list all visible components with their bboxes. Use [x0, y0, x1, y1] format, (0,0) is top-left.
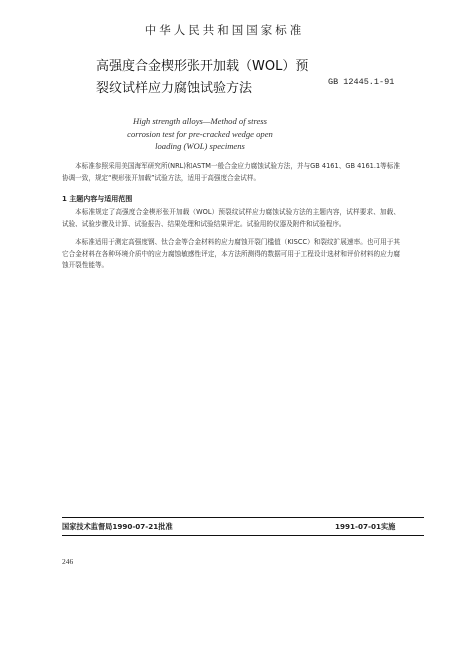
title-en-line-1: High strength alloys—Method of stress [133, 116, 267, 126]
section-1-heading: 1 主题内容与适用范围 [62, 195, 133, 203]
footer-rule-bottom [62, 535, 424, 536]
document-body [62, 161, 400, 272]
title-en-line-2: corrosion test for pre-cracked wedge open [127, 128, 273, 139]
page-number: 246 [62, 557, 74, 566]
title-cn-line-2: 裂纹试样应力腐蚀试验方法 [96, 81, 253, 96]
title-en-line-3: loading (WOL) specimens [155, 141, 245, 151]
section-1-paragraph-2: 本标准适用于测定高强度钢、钛合金等合金材料的应力腐蚀开裂门槛值（KISCC）和裂纹扩展速率。也可用于其它合金材料在各种环境介质中的应力腐蚀敏感性评定，本方法所测得的数据可用于工程设计选材和评价材料的应力腐蚀开裂性能等。 [62, 238, 400, 269]
title-en [100, 115, 300, 153]
standard-number: GB 12445.1-91 [328, 77, 395, 87]
implementation-date: 1991-07-01实施 [335, 522, 396, 531]
title-block [96, 56, 326, 100]
standard-header: 中华人民共和国国家标准 [144, 23, 305, 37]
section-1-paragraph-1: 本标准规定了高强度合金楔形张开加载（WOL）预裂纹试样应力腐蚀试验方法的主题内容，试样要求、加载、试验、试验步骤及计算、试验报告、结果处理和试验结果评定。试验用的仪器及附件和试验程序。 [62, 208, 400, 228]
intro-paragraph: 本标准参照采用美国海军研究所(NRL)和ASTM一般合金应力腐蚀试验方法，并与GB 4161、GB 4161.1等标准协调一致，规定“楔形张开加载”试验方法，适用于高强度合金试样。 [62, 162, 400, 182]
approval-date: 国家技术监督局1990-07-21批准 [62, 522, 173, 531]
title-cn-line-1: 高强度合金楔形张开加载（WOL）预 [96, 59, 309, 74]
footer-rule-top [62, 517, 424, 518]
